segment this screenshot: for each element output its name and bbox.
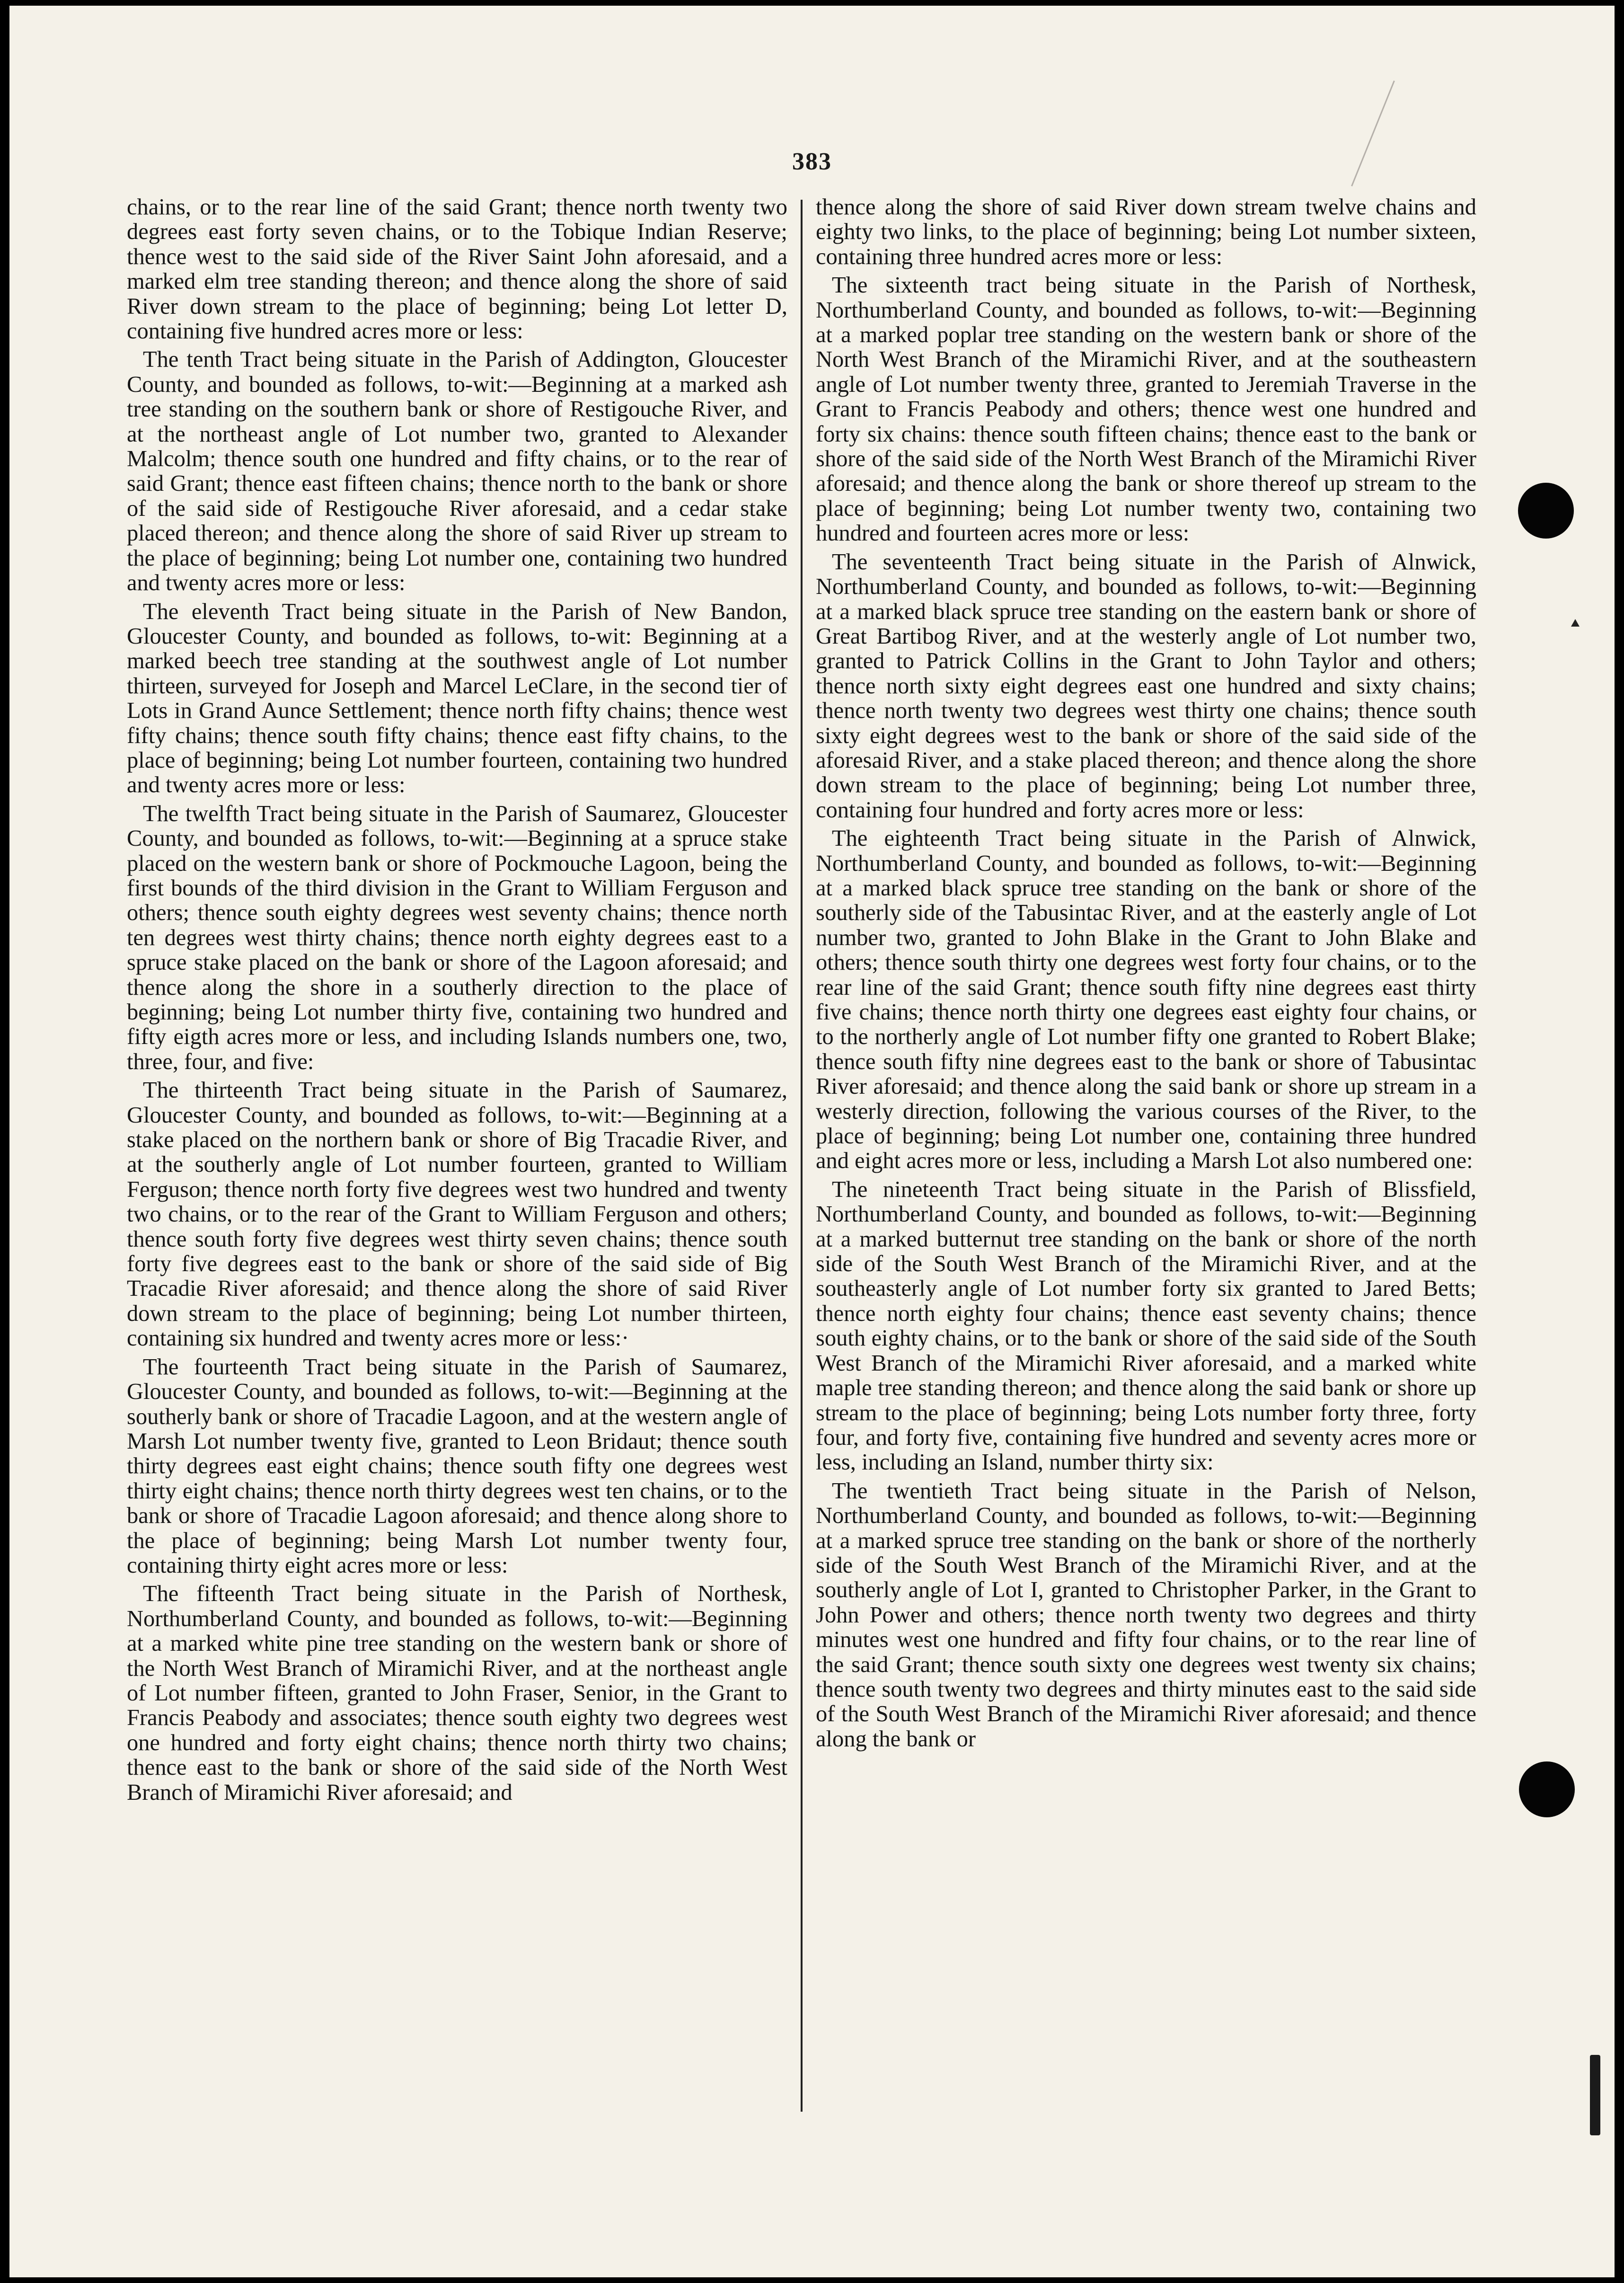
paragraph-eighteenth-tract: The eighteenth Tract being situate in the Parish of Alnwick, Northumberland County, and bounded as follows, to-wit:—Beginning at a marked black spruce tree standing on the bank or shore of the southerly side of the Tabusintac River, and at the easterly angle of Lot number two, granted to John Blake in the Grant to John Blake and others; thence south thirty one degrees west forty four chains, or to the rear line of the said Grant; thence south fifty nine degrees east thirty five chains; thence north thirty one degrees east eighty four chains, or to the northerly angle of Lot number fifty one granted to Robert Blake; thence south fifty nine degrees east to the bank or shore of Tabusintac River aforesaid; and thence along the said bank or shore up stream in a westerly direction, following the various courses of the River, to the place of beginning; being Lot number one, containing three hundred and eight acres more or less, including a Marsh Lot also numbered one: (816, 826, 1476, 1174)
paragraph-fifteenth-tract: The fifteenth Tract being situate in the Parish of Northesk, Northumberland County, and bounded as follows, to-wit:—Beginning at a marked white pine tree standing on the western bank or shore of the North West Branch of Miramichi River, and at the northeast angle of Lot number fifteen, granted to John Fraser, Senior, in the Grant to Francis Peabody and associates; thence south eighty two degrees west one hundred and forty eight chains; thence north thirty two chains; thence east to the bank or shore of the said side of the North West Branch of Miramichi River aforesaid; and (127, 1581, 787, 1805)
right-text-column (816, 195, 1476, 2145)
paragraph-fifteenth-tract-continued: thence along the shore of said River down stream twelve chains and eighty two links, to the place of beginning; being Lot number sixteen, containing three hundred acres more or less: (816, 195, 1476, 269)
left-text-column (127, 195, 787, 2145)
page-edge-mark (1590, 2055, 1600, 2135)
column-divider (801, 200, 803, 2112)
page-number: 383 (792, 148, 832, 175)
paragraph-lot-d-continued: chains, or to the rear line of the said Grant; thence north twenty two degrees east forty seven chains, or to the Tobique Indian Reserve; thence west to the said side of the River Saint John aforesaid, and a marked elm tree standing thereon; and thence along the shore of said River down stream to the place of beginning; being Lot letter D, containing five hundred acres more or less: (127, 195, 787, 344)
paragraph-twentieth-tract: The twentieth Tract being situate in the Parish of Nelson, Northumberland County, and bounded as follows, to-wit:—Beginning at a marked spruce tree standing on the bank or shore of the northerly side of the South West Branch of the Miramichi River, and at the southerly angle of Lot I, granted to Christopher Parker, in the Grant to John Power and others; thence north twenty two degrees and thirty minutes west one hundred and fifty four chains, or to the rear line of the said Grant; thence south sixty one degrees west twenty six chains; thence south twenty two degrees and thirty minutes east to the said side of the South West Branch of the Miramichi River aforesaid; and thence along the bank or (816, 1478, 1476, 1752)
margin-mark (1571, 619, 1580, 627)
paragraph-tenth-tract: The tenth Tract being situate in the Parish of Addington, Gloucester County, and bounded as follows, to-wit:—Beginning at a marked ash tree standing on the southern bank or shore of Restigouche River, and at the northeast angle of Lot number two, granted to Alexander Malcolm; thence south one hundred and fifty chains, or to the rear of said Grant; thence east fifteen chains; thence north to the bank or shore of the said side of Restigouche River aforesaid, and a cedar stake placed thereon; and thence along the shore of said River up stream to the place of beginning; being Lot number one, containing two hundred and twenty acres more or less: (127, 347, 787, 596)
paragraph-nineteenth-tract: The nineteenth Tract being situate in the Parish of Blissfield, Northumberland County, and bounded as follows, to-wit:—Beginning at a marked butternut tree standing on the bank or shore of the north side of the South West Branch of the Miramichi River, and at the southeasterly angle of Lot number forty six granted to Jared Betts; thence north eighty four chains; thence east seventy chains; thence south eighty chains, or to the bank or shore of the said side of the South West Branch of the Miramichi River aforesaid, and a marked white maple tree standing thereon; and thence along the said bank or shore up stream to the place of beginning; being Lots number forty three, forty four, and forty five, containing five hundred and seventy acres more or less, including an Island, number thirty six: (816, 1177, 1476, 1475)
binding-hole-upper (1518, 483, 1574, 539)
paragraph-eleventh-tract: The eleventh Tract being situate in the Parish of New Bandon, Gloucester County, and bounded as follows, to-wit: Beginning at a marked beech tree standing at the southwest angle of Lot number thirteen, surveyed for Joseph and Marcel LeClare, in the second tier of Lots in Grand Aunce Settlement; thence north fifty chains; thence west fifty chains; thence south fifty chains; thence east fifty chains, to the place of beginning; being Lot number fourteen, containing two hundred and twenty acres more or less: (127, 599, 787, 798)
paragraph-seventeenth-tract: The seventeenth Tract being situate in the Parish of Alnwick, Northumberland County, and bounded as follows, to-wit:—Beginning at a marked black spruce tree standing on the eastern bank or shore of Great Bartibog River, and at the westerly angle of Lot number two, granted to Patrick Collins in the Grant to John Taylor and others; thence north sixty eight degrees east one hundred and sixty chains; thence north twenty two degrees west thirty one chains; thence south sixty eight degrees west to the bank or shore of the said side of the aforesaid River, and a stake placed thereon; and thence along the shore down stream to the place of beginning; being Lot number three, containing four hundred and forty acres more or less: (816, 549, 1476, 823)
paragraph-sixteenth-tract: The sixteenth tract being situate in the Parish of Northesk, Northumberland County, and bounded as follows, to-wit:—Beginning at a marked poplar tree standing on the western bank or shore of the North West Branch of the Miramichi River, and at the southeastern angle of Lot number twenty three, granted to Jeremiah Traverse in the Grant to Francis Peabody and others; thence west one hundred and forty six chains: thence south fifteen chains; thence east to the bank or shore of the said side of the North West Branch of the Miramichi River aforesaid; and thence along the bank or shore thereof up stream to the place of beginning; being Lot number twenty two, containing two hundred and fourteen acres more or less: (816, 273, 1476, 546)
binding-hole-lower (1519, 1761, 1575, 1817)
paragraph-twelfth-tract: The twelfth Tract being situate in the Parish of Saumarez, Gloucester County, and bounded as follows, to-wit:—Beginning at a spruce stake placed on the western bank or shore of Pockmouche Lagoon, being the first bounds of the third division in the Grant to William Ferguson and others; thence south eighty degrees west seventy chains; thence north ten degrees west thirty chains; thence north eighty degrees east to a spruce stake placed on the bank or shore of the Lagoon aforesaid; and thence along the shore in a southerly direction to the place of beginning; being Lot number thirty five, containing two hundred and fifty eigth acres more or less, and including Islands numbers one, two, three, four, and five: (127, 801, 787, 1074)
document-page (9, 6, 1615, 2277)
paragraph-thirteenth-tract: The thirteenth Tract being situate in the Parish of Saumarez, Gloucester County, and bounded as follows, to-wit:—Beginning at a stake placed on the northern bank or shore of Big Tracadie River, and at the southerly angle of Lot number fourteen, granted to William Ferguson; thence north forty five degrees west two hundred and twenty two chains, or to the rear of the Grant to William Ferguson and others; thence south forty five degrees west thirty seven chains; thence south forty five degrees east to the bank or shore of the said side of Big Tracadie River aforesaid; and thence along the shore of said River down stream to the place of beginning; being Lot number thirteen, containing six hundred and twenty acres more or less:· (127, 1078, 787, 1351)
paragraph-fourteenth-tract: The fourteenth Tract being situate in the Parish of Saumarez, Gloucester County, and bounded as follows, to-wit:—Beginning at the southerly bank or shore of Tracadie Lagoon, and at the western angle of Marsh Lot number twenty five, granted to Leon Bridaut; thence south thirty degrees east eight chains; thence south fifty one degrees west thirty eight chains; thence north thirty degrees west ten chains, or to the bank or shore of Tracadie Lagoon aforesaid; and thence along shore to the place of beginning; being Marsh Lot number twenty four, containing thirty eight acres more or less: (127, 1354, 787, 1578)
